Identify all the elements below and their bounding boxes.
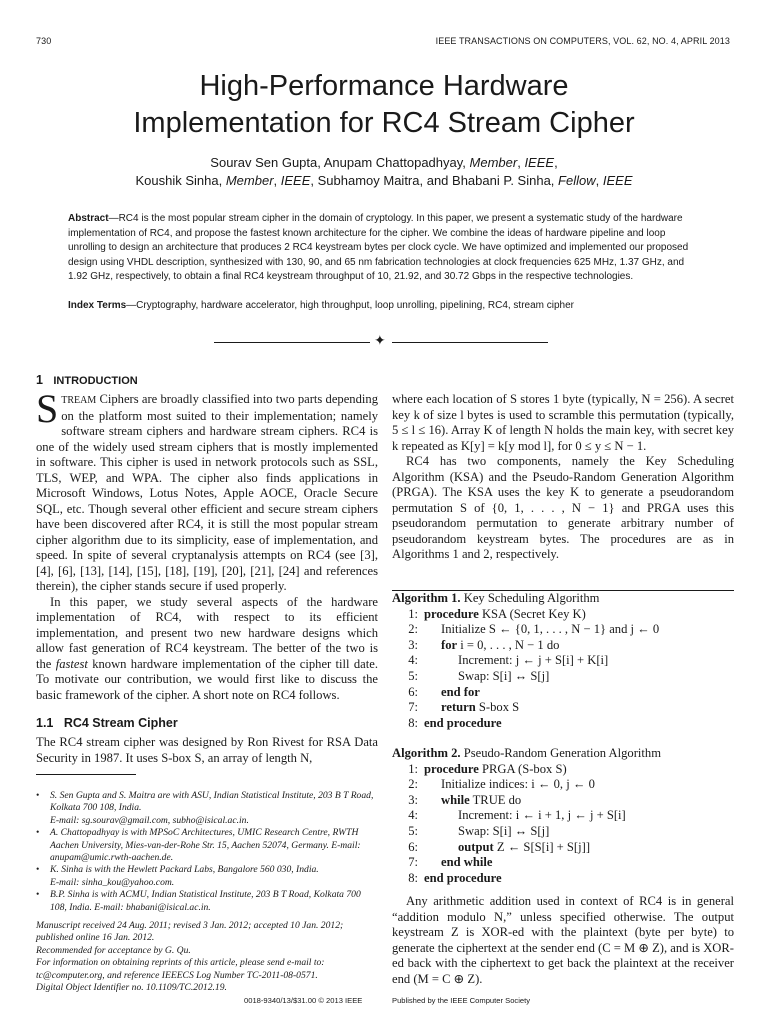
footnote-item <box>36 790 378 827</box>
author-line-2: Koushik Sinha, Member, IEEE, Subhamoy Maitra, and Bhabani P. Sinha, Fellow, IEEE <box>135 173 633 188</box>
section-heading <box>36 373 138 387</box>
author-line-1: Sourav Sen Gupta, Anupam Chattopadhyay, Member, IEEE, <box>210 155 558 170</box>
abstract-text: —RC4 is the most popular stream cipher in the domain of cryptology. In this paper, we present a systematic study of the hardware implementation of RC4, and propose the fastest known architecture for the cipher. We combine the ideas of hardware pipeline and loop unrolling to design an architecture that produces 2 RC4 keystream bytes per clock cycle. We have optimized and implemented our proposed design using VHDL description, synthesized with 130, 90, and 65 nm fabrication technologies at clock frequencies 625 MHz, 1.37 GHz, and 1.92 GHz, respectively, to obtain a final RC4 keystream throughput of 10, 21.92, and 30.72 Gbps in the respective technologies. <box>68 213 689 283</box>
paragraph-text: Ciphers are broadly classified into two parts depending on the platform most suited to their implementation; namely software stream ciphers and hardware stream ciphers. RC4 is one of the widely used stream ciphers that is mostly implemented in software. This cipher is used in network protocols such as SSL, TLS, WEP, and WPA. The cipher also finds applications in Microsoft Windows, Lotus Notes, Apple AOCE, Oracle Secure SQL, etc. Though several other efficient and secure stream ciphers have been discovered after RC4, it is still the most popular stream cipher algorithm due to its simplicity, ease of implementation, and speed. In spite of several cryptanalysis attempts on RC4 (see [3], [4], [6], [13], [14], [15], [18], [19], [20], [21], [24] and references therein), the cipher stands secure if used properly. <box>36 392 378 593</box>
algorithm-2 <box>392 746 734 886</box>
algorithm-line <box>392 638 734 654</box>
member-title: Member <box>469 155 518 170</box>
algorithm-line <box>392 855 734 871</box>
divider-left <box>214 342 370 343</box>
rc4-description <box>392 392 734 563</box>
keyword: end procedure <box>424 870 502 885</box>
statement: Swap: S[i] ↔ S[j] <box>458 823 550 838</box>
statement: S-box S <box>475 700 520 715</box>
abstract-body <box>68 212 700 285</box>
algorithm-title: Pseudo-Random Generation Algorithm <box>463 746 661 760</box>
title-line-2: Implementation for RC4 Stream Cipher <box>133 107 635 139</box>
line-number: 1: <box>408 606 418 621</box>
manuscript-note: Manuscript received 24 Aug. 2011; revised 3 Jan. 2012; accepted 10 Jan. 2012; published online 16 Jan. 2012. <box>36 920 344 944</box>
footnote-text: K. Sinha is with the Hewlett Packard Labs, Bangalore 560 030, India. E-mail: sinha_kou@yahoo.com. <box>50 864 319 888</box>
algorithm-1-caption <box>392 590 734 607</box>
intro-text <box>36 386 378 703</box>
ieee-title: IEEE <box>524 155 555 170</box>
line-number: 8: <box>408 715 418 730</box>
algorithm-title: Key Scheduling Algorithm <box>463 591 600 605</box>
line-number: 3: <box>408 792 418 807</box>
footnote-item <box>36 889 378 914</box>
line-number: 5: <box>408 823 418 838</box>
publisher-footer: Published by the IEEE Computer Society <box>392 996 531 1005</box>
line-number: 6: <box>408 684 418 699</box>
divider-ornament-icon: ✦ <box>374 333 386 349</box>
line-number: 1: <box>408 761 418 776</box>
algorithm-line <box>392 700 734 716</box>
doi-note: Digital Object Identifier no. 10.1109/TC.2012.19. <box>36 982 227 994</box>
paragraph-text: In this paper, we study several aspects of the hardware implementation of RC4, with respect to its efficient implementation, and present two new hardware designs which allow fast generation of RC4 keystream. The better of the two is the <box>36 594 378 671</box>
paper-title <box>0 68 768 142</box>
algorithm-line <box>392 808 734 824</box>
intro-paragraph-1 <box>36 386 378 595</box>
subsection-heading <box>36 716 178 730</box>
recommended-note: Recommended for acceptance by G. Qu. <box>36 944 191 956</box>
right-paragraph-1: where each location of S stores 1 byte (typically, N = 256). A secret key k of size l bytes is used to scramble this permutation (typically, 5 ≤ l ≤ 16). Array K of length N holds the main key, with secret key k repeated as K[y] = k[y mod l], for 0 ≤ y ≤ N − 1. <box>392 392 734 453</box>
statement: Initialize S ← {0, 1, . . . , N − 1} and j ← 0 <box>441 622 660 637</box>
statement: KSA (Secret Key K) <box>478 606 586 621</box>
subsection-paragraph: The RC4 stream cipher was designed by Ron Rivest for RSA Data Security in 1987. It uses S-box S, an array of length N, <box>36 735 378 765</box>
keyword: procedure <box>424 606 479 621</box>
line-number: 6: <box>408 839 418 854</box>
algorithm-line <box>392 777 734 793</box>
bullet-icon: • <box>36 864 40 876</box>
authors-text: Koushik Sinha, <box>135 173 226 188</box>
copyright-footer: 0018-9340/13/$31.00 © 2013 IEEE <box>244 996 363 1005</box>
keyword: output <box>458 839 494 854</box>
keyword: for <box>441 637 458 652</box>
title-line-1: High-Performance Hardware <box>199 70 569 102</box>
line-number: 7: <box>408 855 418 870</box>
section-number: 1 <box>36 373 43 387</box>
algorithm-2-caption <box>392 746 734 762</box>
statement: TRUE do <box>469 792 522 807</box>
right-paragraph-3: Any arithmetic addition used in context of RC4 is in general “addition modulo N,” unless specified otherwise. The output keystream Z is XOR-ed with the plaintext (byte per byte) to generate the ciphertext at the sender end (C = M ⊕ Z), and is XOR-ed back with the ciphertext to get back the plaintext at the receiver end (M = C ⊕ Z). <box>392 894 734 986</box>
right-paragraph-2: RC4 has two components, namely the Key Scheduling Algorithm (KSA) and the Pseudo-Random Generation Algorithm (PRGA). The KSA uses the key K to generate a pseudorandom permutation S of {0, 1, . . . , N − 1} and PRGA uses this pseudorandom permutation to generate arbitrary number of pseudorandom keystream bytes. The procedures are as in Algorithms 1 and 2, respectively. <box>392 454 734 561</box>
bullet-icon: • <box>36 889 40 901</box>
statement: Z ← S[S[i] + S[j]] <box>493 839 591 854</box>
drop-cap: S <box>36 386 59 431</box>
intro-paragraph-2 <box>36 595 378 704</box>
algorithm-line <box>392 607 734 623</box>
algorithm-line <box>392 653 734 669</box>
statement: Initialize indices: i ← 0, j ← 0 <box>441 777 595 792</box>
algorithm-label: Algorithm 2. <box>392 746 461 760</box>
ieee-title: IEEE <box>280 173 311 188</box>
keyword: end for <box>441 684 480 699</box>
algorithm-2-lines <box>392 762 734 887</box>
statement: Swap: S[i] ↔ S[j] <box>458 668 550 683</box>
footnote-text: B.P. Sinha is with ACMU, Indian Statistical Institute, 203 B T Road, Kolkata 700 108, India. E-mail: bhabani@isical.ac.in. <box>50 889 361 913</box>
algorithm-line <box>392 716 734 732</box>
abstract-label: Abstract <box>68 213 109 224</box>
algorithm-line <box>392 840 734 856</box>
algorithm-line <box>392 793 734 809</box>
bullet-icon: • <box>36 790 40 801</box>
journal-header: IEEE TRANSACTIONS ON COMPUTERS, VOL. 62, NO. 4, APRIL 2013 <box>435 36 730 46</box>
statement: Increment: j ← j + S[i] + K[i] <box>458 653 609 668</box>
footnote-rule <box>36 774 136 775</box>
footnote-text: A. Chattopadhyay is with MPSoC Architectures, UMIC Research Centre, RWTH Aachen University, Mies-van-der-Rohe Str. 15, Aachen 52074, Germany. E-mail: anupam@umic.rwth-aachen.de. <box>50 827 361 864</box>
statement: Increment: i ← i + 1, j ← j + S[i] <box>458 808 626 823</box>
algorithm-line <box>392 685 734 701</box>
line-number: 5: <box>408 668 418 683</box>
footnote-item <box>36 827 378 864</box>
footnote-item <box>36 864 378 889</box>
keyword: while <box>441 792 470 807</box>
index-terms-text: —Cryptography, hardware accelerator, high throughput, loop unrolling, pipelining, RC4, stream cipher <box>126 299 575 311</box>
bullet-icon: • <box>36 827 40 839</box>
keyword: end while <box>441 855 493 870</box>
author-list <box>0 154 768 190</box>
authors-text: , Subhamoy Maitra, and Bhabani P. Sinha, <box>310 173 559 188</box>
algorithm-label: Algorithm 1. <box>392 591 461 605</box>
lead-word: TREAM <box>61 395 97 406</box>
statement: i = 0, . . . , N − 1 do <box>457 637 560 652</box>
algorithm-line <box>392 871 734 887</box>
line-number: 2: <box>408 777 418 792</box>
line-number: 8: <box>408 870 418 885</box>
subsection-title: RC4 Stream Cipher <box>63 716 178 730</box>
index-terms <box>68 299 700 314</box>
line-number: 7: <box>408 700 418 715</box>
keyword: procedure <box>424 761 479 776</box>
footnote-text: S. Sen Gupta and S. Maitra are with ASU, Indian Statistical Institute, 203 B T Road, Kolkata 700 108, India. E-mail: sg.sourav@gmail.com, subho@isical.ac.in. <box>50 790 374 826</box>
page-number: 730 <box>36 36 52 46</box>
keyword: return <box>441 700 476 715</box>
algorithm-1 <box>392 590 734 731</box>
subsection-number: 1.1 <box>36 716 54 730</box>
keyword: end procedure <box>424 715 502 730</box>
divider-right <box>392 342 548 343</box>
line-number: 2: <box>408 622 418 637</box>
emphasis: fastest <box>55 656 88 671</box>
algorithm-line <box>392 824 734 840</box>
member-title: Member <box>225 173 274 188</box>
line-number: 3: <box>408 637 418 652</box>
ieee-title: IEEE <box>602 173 633 188</box>
index-terms-label: Index Terms <box>68 299 127 311</box>
line-number: 4: <box>408 653 418 668</box>
footnotes <box>36 790 378 995</box>
algorithm-line <box>392 762 734 778</box>
fellow-title: Fellow <box>558 173 596 188</box>
algorithm-1-lines <box>392 607 734 732</box>
abstract <box>68 212 700 314</box>
authors-text: Sourav Sen Gupta, Anupam Chattopadhyay, <box>210 155 470 170</box>
line-number: 4: <box>408 808 418 823</box>
paragraph-text: known hardware implementation of the cipher till date. To motivate our contribution, we would first like to discuss the basic framework of the cipher. A short note on RC4 follows. <box>36 656 378 702</box>
algorithm-line <box>392 622 734 638</box>
reprints-note: For information on obtaining reprints of this article, please send e-mail to: tc@computer.org, and reference IEEECS Log Number TC-2011-08-0571. <box>36 957 325 981</box>
statement: PRGA (S-box S) <box>478 761 567 776</box>
algorithm-line <box>392 669 734 685</box>
section-title: INTRODUCTION <box>53 375 138 387</box>
